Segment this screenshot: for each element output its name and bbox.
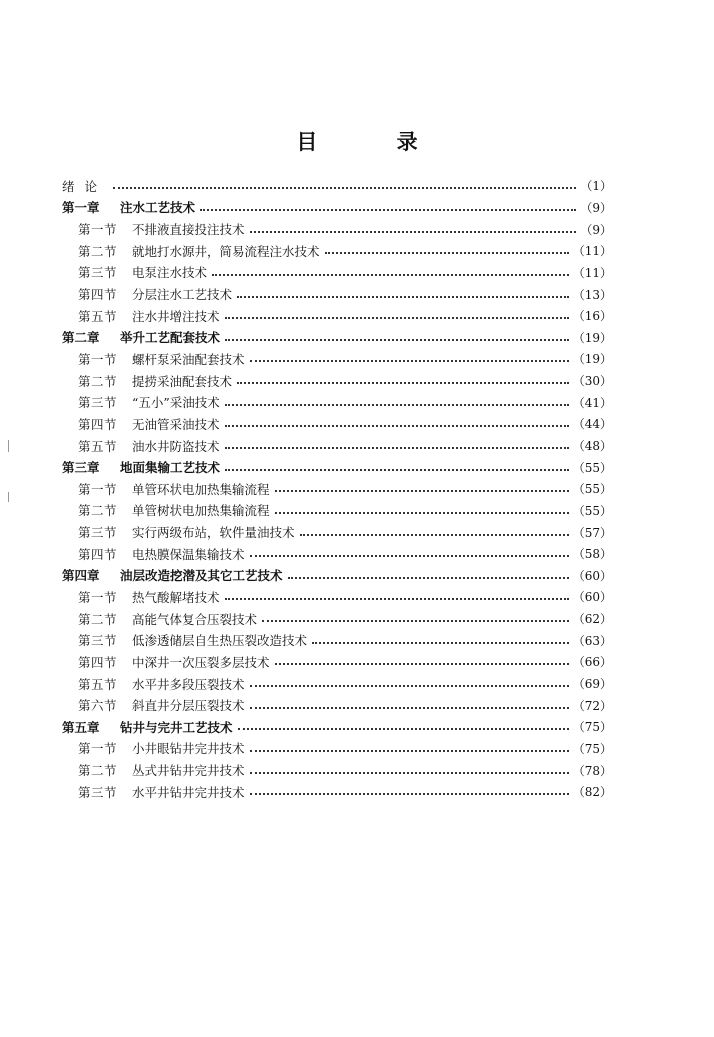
scan-artifact [8,440,9,452]
toc-section-number: 第五节 [78,308,118,324]
dot-leader [225,597,569,600]
dot-leader [325,251,569,254]
toc-entry-page: （11） [572,244,612,259]
toc-section-title: 高能气体复合压裂技术 [132,611,258,627]
toc-section-title: 单管环状电加热集输流程 [132,481,270,497]
dot-leader [200,208,576,211]
toc-chapter-2 [62,326,612,348]
toc-section-title: 油水井防盗技术 [132,438,220,454]
toc-chapter-3 [62,456,612,478]
dot-leader [312,641,569,644]
toc-section-title: 水平井多段压裂技术 [132,676,245,692]
dot-leader [237,295,569,298]
toc-section [62,651,612,673]
toc-entry-page: （60） [572,568,612,583]
toc-entry-page: （44） [572,417,612,432]
toc-entry-page: （78） [572,763,612,778]
toc-section [62,629,612,651]
toc-chapter-title: 钻井与完井工艺技术 [120,719,233,735]
toc-section [62,694,612,716]
toc-section [62,543,612,565]
toc-entry-page: （41） [572,395,612,410]
toc-section [62,305,612,327]
toc-section-number: 第一节 [78,481,118,497]
toc-section-number: 第六节 [78,698,118,714]
toc-entry-page: （19） [572,352,612,367]
toc-section-title: 中深井一次压裂多层技术 [132,654,270,670]
toc-entry-page: （9） [580,200,612,215]
toc-entry-page: （60） [572,590,612,605]
toc-entry-page: （58） [572,547,612,562]
toc-section-number: 第一节 [78,222,118,238]
dot-leader [225,424,569,427]
toc-entry-page: （48） [572,439,612,453]
dot-leader [225,316,569,319]
toc-chapter-4 [62,565,612,587]
toc-section-title: 注水井增注技术 [132,308,220,324]
dot-leader [250,554,569,557]
toc-section-title: 不排液直接投注技术 [132,222,245,238]
dot-leader [250,230,577,233]
dot-leader [262,619,569,622]
toc-section [62,435,612,457]
toc-section [62,608,612,630]
toc-section-number: 第三节 [78,784,118,800]
toc-chapter-1 [62,197,612,219]
toc-chapter-number: 第二章 [62,330,100,346]
toc-section-title: 斜直井分层压裂技术 [132,698,245,714]
toc-section-number: 第二节 [78,503,118,519]
toc-section-title: 螺杆泵采油配套技术 [132,351,245,367]
toc-section-title: 电泵注水技术 [132,265,208,281]
toc-entry-page: （30） [572,374,612,389]
dot-leader [238,727,569,730]
toc-section-number: 第二节 [78,763,118,779]
dot-leader [288,576,569,579]
toc-chapter-title: 油层改造挖潜及其它工艺技术 [120,568,283,584]
toc-entry-page: （13） [572,287,612,302]
toc-entry-page: （69） [572,677,612,692]
dot-leader [225,403,569,406]
toc-section-number: 第二节 [78,243,118,259]
toc-section-number: 第四节 [78,287,118,303]
toc-section-number: 第二节 [78,611,118,627]
toc-section-title: 就地打水源井，简易流程注水技术 [132,243,320,259]
toc-entry-page: （1） [580,179,612,194]
toc-entry-page: （19） [572,330,612,345]
toc-section-title: 小井眼钻井完井技术 [132,741,245,757]
toc-section [62,262,612,284]
toc-chapter-title: 地面集输工艺技术 [120,460,221,476]
dot-leader [250,359,569,362]
dot-leader [275,511,569,514]
toc-section-number: 第五节 [78,438,118,454]
toc-entry-page: （55） [572,482,612,497]
toc-section [62,586,612,608]
dot-leader [212,273,569,276]
toc-entry-page: （55） [572,503,612,518]
toc-section-title: 丛式井钻井完井技术 [132,763,245,779]
toc-section-number: 第一节 [78,351,118,367]
dot-leader [275,489,569,492]
toc-section [62,391,612,413]
toc-chapter-title: 举升工艺配套技术 [120,330,221,346]
dot-leader [225,338,569,341]
scan-artifact [8,492,9,502]
toc-entry-page: （72） [572,698,612,713]
toc-section-number: 第三节 [78,633,118,649]
toc-section-number: 第四节 [78,416,118,432]
toc-section-title: 无油管采油技术 [132,416,220,432]
toc-section-number: 第一节 [78,589,118,605]
toc-section [62,738,612,760]
dot-leader [250,771,569,774]
toc-section-title: 水平井钻井完井技术 [132,784,245,800]
toc-section [62,500,612,522]
toc-entry-page: （55） [572,460,612,475]
toc-section-title: 热气酸解堵技术 [132,589,220,605]
dot-leader [250,792,569,795]
table-of-contents [62,175,612,803]
dot-leader [225,468,569,471]
toc-section [62,478,612,500]
toc-entry-page: （75） [572,741,612,756]
toc-chapter-number: 第五章 [62,719,100,735]
toc-section-number: 第三节 [78,525,118,541]
toc-section-number: 第一节 [78,741,118,757]
dot-leader [113,186,576,189]
toc-section-number: 第四节 [78,654,118,670]
toc-section [62,673,612,695]
toc-chapter-number: 第四章 [62,568,100,584]
toc-section-number: 第四节 [78,546,118,562]
toc-entry-page: （9） [580,222,612,237]
toc-entry-number: 绪论 [62,178,108,194]
toc-entry-page: （16） [572,309,612,324]
toc-entry-page: （62） [572,612,612,627]
toc-chapter-5 [62,716,612,738]
dot-leader [250,749,569,752]
dot-leader [250,684,569,687]
toc-section-title: 提捞采油配套技术 [132,373,233,389]
toc-section [62,781,612,803]
toc-section [62,240,612,262]
toc-section-number: 第二节 [78,373,118,389]
toc-entry-page: （82） [572,785,612,800]
toc-section-number: 第三节 [78,265,118,281]
toc-section [62,370,612,392]
toc-section [62,521,612,543]
dot-leader [300,533,569,536]
dot-leader [237,381,569,384]
toc-section-title: 实行两级布站，软件量油技术 [132,525,295,541]
toc-entry-page: （75） [572,720,612,735]
toc-section-title: 电热膜保温集输技术 [132,546,245,562]
toc-section-title: 低渗透储层自生热压裂改造技术 [132,633,308,649]
toc-entry-page: （11） [572,265,612,280]
dot-leader [275,662,569,665]
toc-chapter-number: 第一章 [62,200,100,216]
toc-section-number: 第三节 [78,395,118,411]
page-title: 目 录 [296,130,454,154]
toc-entry-intro [62,175,612,197]
toc-chapter-title: 注水工艺技术 [120,200,196,216]
toc-entry-page: （66） [572,655,612,670]
toc-section [62,348,612,370]
toc-section [62,283,612,305]
toc-entry-page: （63） [572,633,612,648]
toc-section [62,413,612,435]
toc-entry-page: （57） [572,525,612,540]
toc-section-title: 分层注水工艺技术 [132,287,233,303]
toc-section-number: 第五节 [78,676,118,692]
toc-section-title: 单管树状电加热集输流程 [132,503,270,519]
toc-section [62,218,612,240]
toc-section-title: “五小”采油技术 [132,395,220,411]
toc-chapter-number: 第三章 [62,460,100,476]
dot-leader [250,706,569,709]
toc-section [62,759,612,781]
dot-leader [225,446,569,449]
